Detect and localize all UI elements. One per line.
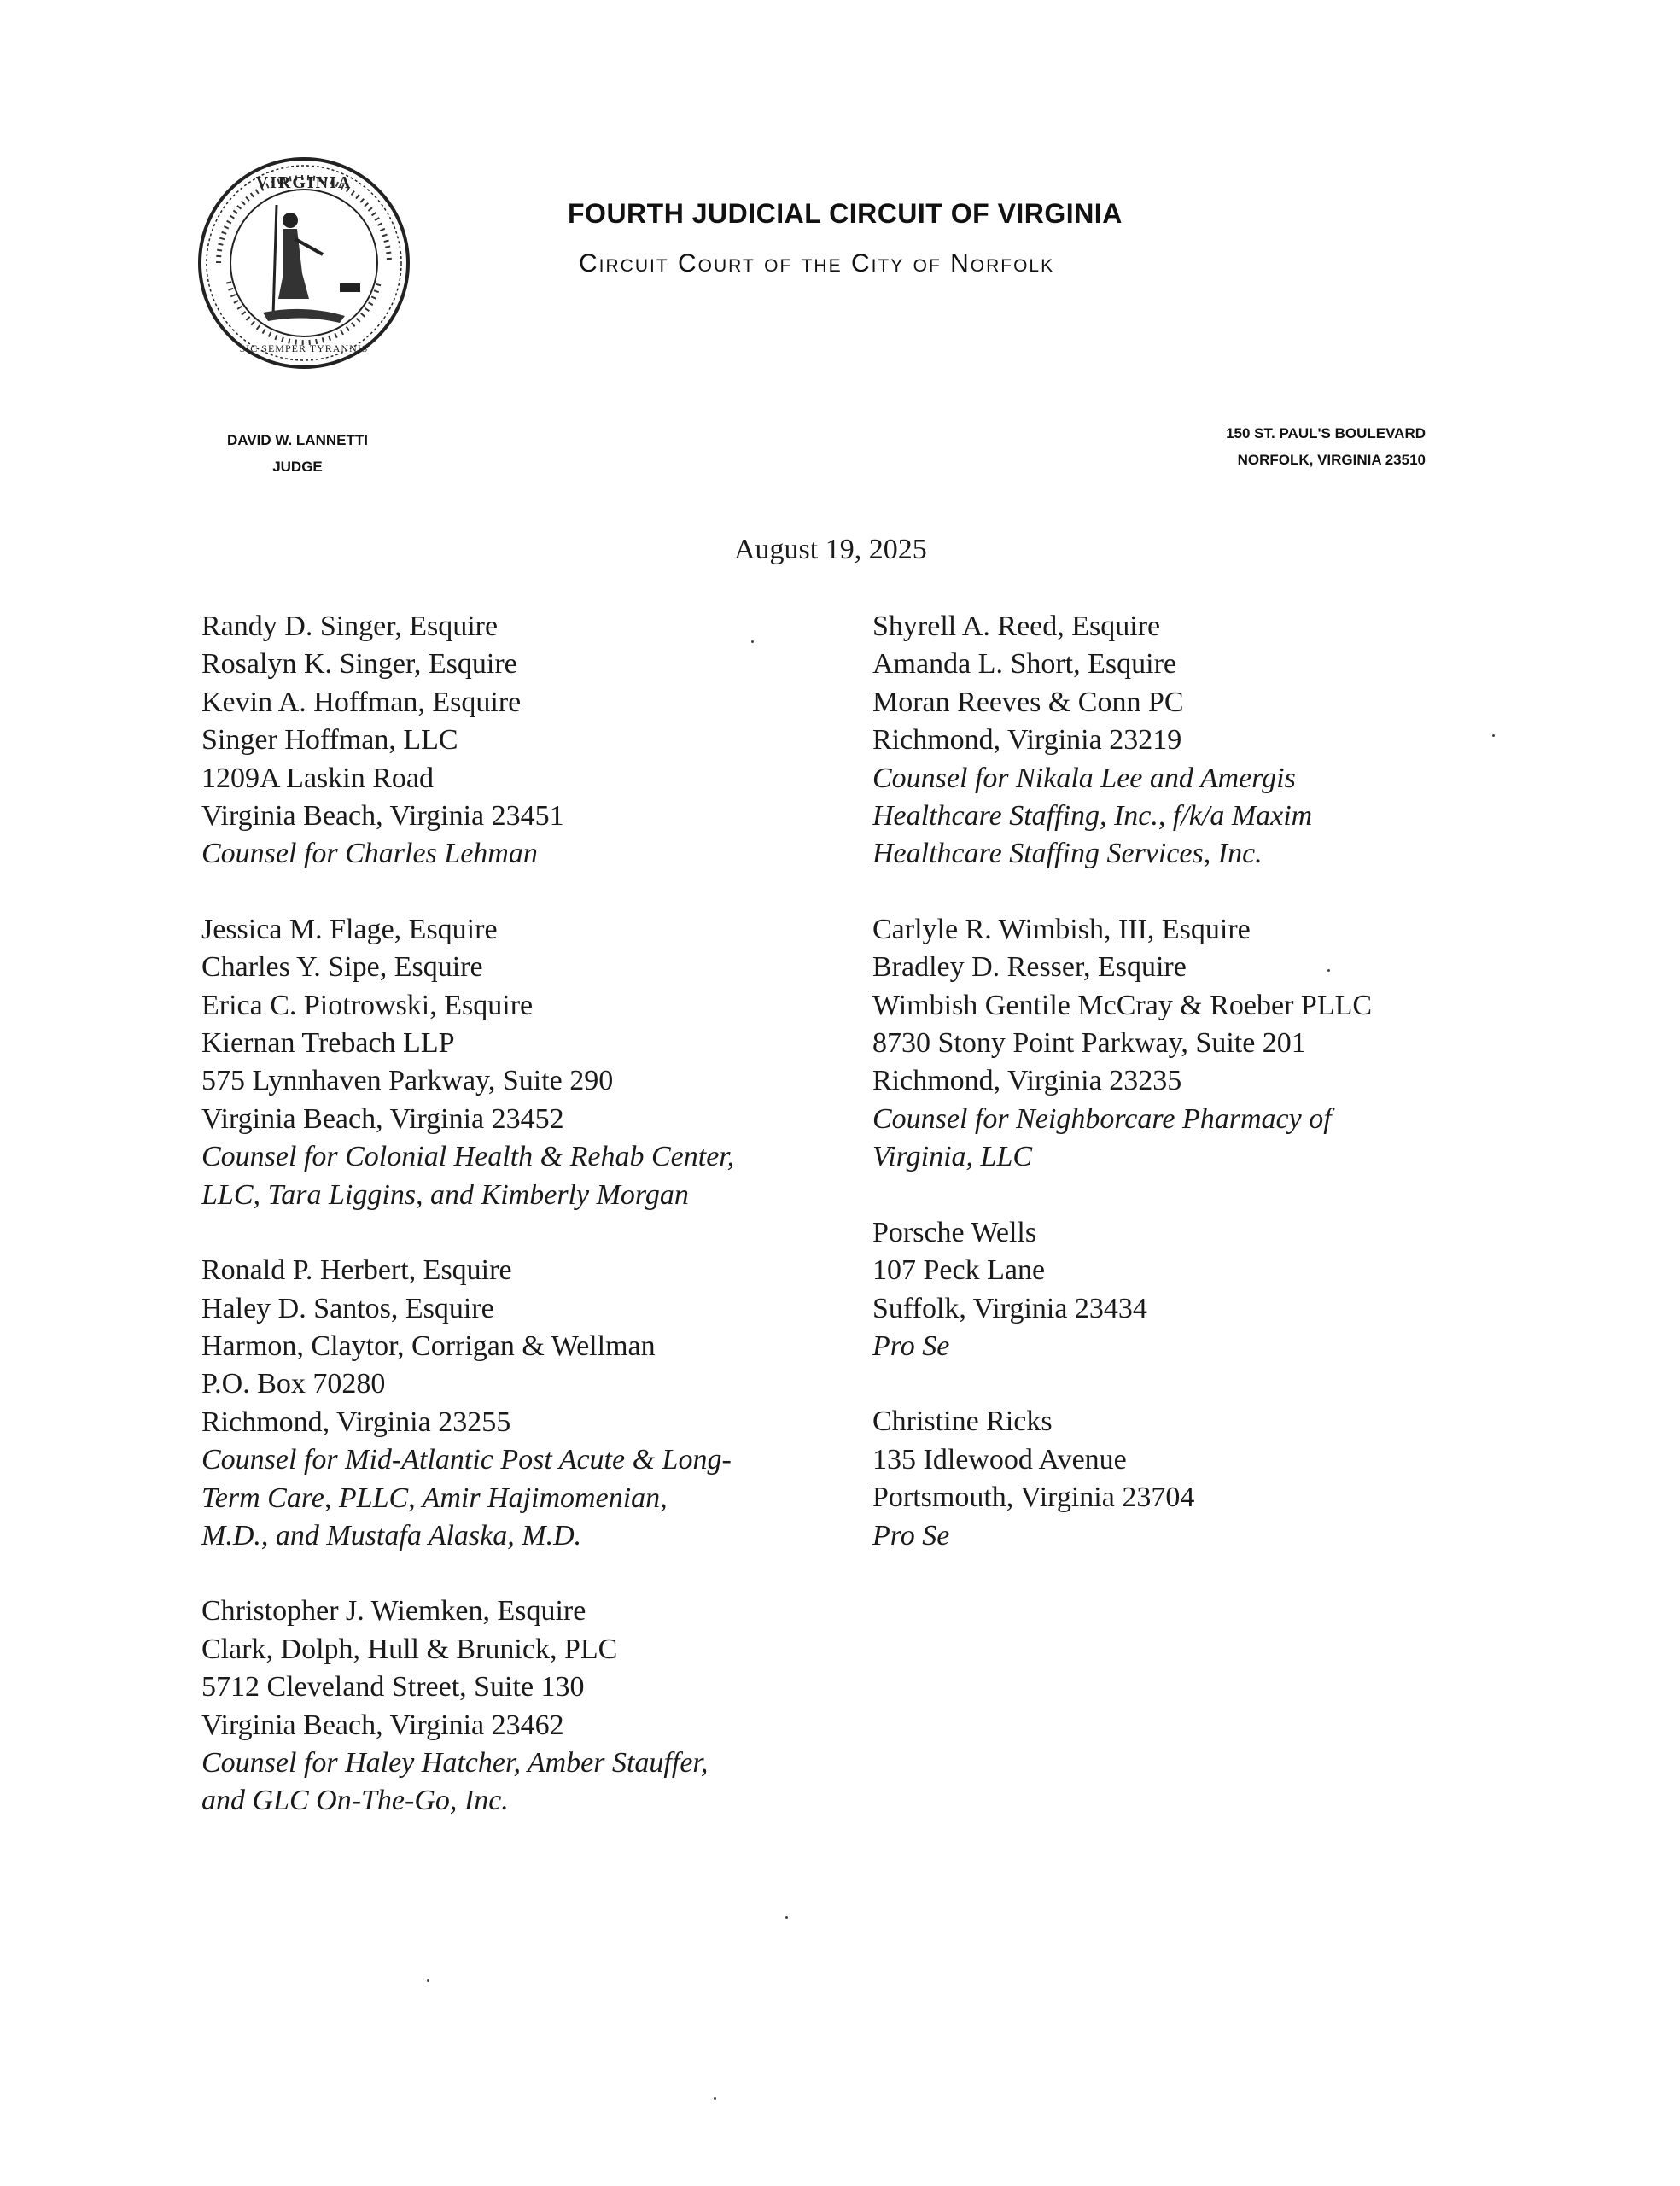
- scan-speck: [1492, 734, 1495, 737]
- recipient-line: 8730 Stony Point Parkway, Suite 201: [872, 1027, 1306, 1060]
- address-street: 150 ST. PAUL'S BOULEVARD: [1226, 425, 1426, 441]
- recipient-line: Harmon, Claytor, Corrigan & Wellman: [201, 1330, 656, 1362]
- recipient-block: [201, 608, 850, 874]
- recipient-line: Virginia Beach, Virginia 23452: [201, 1102, 564, 1135]
- counsel-for-line: Counsel for Charles Lehman: [201, 838, 538, 870]
- scan-speck: [751, 640, 754, 643]
- recipient-block: [201, 911, 850, 1214]
- recipient-line: Richmond, Virginia 23219: [872, 724, 1182, 757]
- recipient-line: Kiernan Trebach LLP: [201, 1027, 455, 1060]
- address-city: NORFOLK, VIRGINIA 23510: [1237, 452, 1426, 468]
- court-address: [1161, 420, 1426, 473]
- counsel-for-line: Healthcare Staffing Services, Inc.: [872, 838, 1263, 870]
- recipient-line: Richmond, Virginia 23235: [872, 1065, 1182, 1097]
- court-subtitle: Circuit Court of the City of Norfolk: [579, 249, 1055, 278]
- counsel-for-line: Virginia, LLC: [872, 1141, 1033, 1173]
- recipient-line: Bradley D. Resser, Esquire: [872, 951, 1187, 984]
- recipient-line: Amanda L. Short, Esquire: [872, 648, 1176, 681]
- recipient-line: Singer Hoffman, LLC: [201, 724, 458, 757]
- scan-speck: [427, 1979, 429, 1982]
- scan-speck: [785, 1916, 788, 1919]
- recipient-line: Ronald P. Herbert, Esquire: [201, 1254, 512, 1287]
- recipient-line: 107 Peck Lane: [872, 1254, 1046, 1287]
- judge-title: JUDGE: [272, 459, 323, 475]
- letter-date: August 19, 2025: [734, 534, 927, 565]
- recipient-line: Porsche Wells: [872, 1216, 1037, 1248]
- recipients-left-column: [201, 608, 850, 1858]
- recipients-right-column: [872, 608, 1521, 1593]
- recipient-line: Haley D. Santos, Esquire: [201, 1292, 494, 1324]
- counsel-for-line: Term Care, PLLC, Amir Hajimomenian,: [201, 1482, 668, 1514]
- counsel-for-line: Pro Se: [872, 1330, 950, 1362]
- counsel-for-line: Counsel for Colonial Health & Rehab Center,: [201, 1141, 735, 1173]
- scan-speck: [714, 2097, 716, 2100]
- counsel-for-line: LLC, Tara Liggins, and Kimberly Morgan: [201, 1178, 689, 1211]
- recipient-line: Virginia Beach, Virginia 23462: [201, 1709, 564, 1741]
- recipient-block: [872, 1214, 1521, 1366]
- counsel-for-line: Healthcare Staffing, Inc., f/k/a Maxim: [872, 800, 1313, 833]
- counsel-for-line: Counsel for Mid-Atlantic Post Acute & Long-: [201, 1444, 732, 1476]
- counsel-for-line: Pro Se: [872, 1519, 950, 1552]
- svg-text:VIRGINIA: VIRGINIA: [255, 173, 353, 192]
- recipient-line: Christine Ricks: [872, 1406, 1053, 1438]
- recipient-block: [872, 1403, 1521, 1555]
- recipient-block: [201, 1252, 850, 1555]
- recipient-line: Moran Reeves & Conn PC: [872, 686, 1184, 718]
- svg-text:SIC SEMPER TYRANNIS: SIC SEMPER TYRANNIS: [239, 342, 369, 354]
- recipient-line: Shyrell A. Reed, Esquire: [872, 611, 1161, 642]
- recipient-line: Erica C. Piotrowski, Esquire: [201, 989, 534, 1021]
- judge-block: [227, 427, 368, 480]
- recipient-line: Carlyle R. Wimbish, III, Esquire: [872, 913, 1251, 945]
- counsel-for-line: Counsel for Neighborcare Pharmacy of: [872, 1102, 1332, 1135]
- counsel-for-line: M.D., and Mustafa Alaska, M.D.: [201, 1519, 582, 1552]
- recipient-line: 135 Idlewood Avenue: [872, 1443, 1127, 1476]
- recipient-line: Portsmouth, Virginia 23704: [872, 1482, 1195, 1514]
- recipient-block: [201, 1593, 850, 1820]
- recipient-line: Virginia Beach, Virginia 23451: [201, 800, 564, 833]
- recipient-line: 575 Lynnhaven Parkway, Suite 290: [201, 1065, 614, 1097]
- recipient-line: Clark, Dolph, Hull & Brunick, PLC: [201, 1633, 618, 1665]
- recipient-line: Christopher J. Wiemken, Esquire: [201, 1595, 586, 1628]
- recipient-block: [872, 911, 1521, 1177]
- recipient-line: Kevin A. Hoffman, Esquire: [201, 686, 522, 718]
- recipient-line: Jessica M. Flage, Esquire: [201, 913, 498, 945]
- recipient-line: 1209A Laskin Road: [201, 762, 434, 794]
- recipient-line: Randy D. Singer, Esquire: [201, 611, 499, 642]
- judge-name: DAVID W. LANNETTI: [227, 432, 368, 448]
- counsel-for-line: Counsel for Haley Hatcher, Amber Stauffer,: [201, 1746, 709, 1779]
- recipient-line: Rosalyn K. Singer, Esquire: [201, 648, 517, 681]
- recipient-line: Richmond, Virginia 23255: [201, 1406, 511, 1438]
- counsel-for-line: Counsel for Nikala Lee and Amergis: [872, 762, 1296, 794]
- scan-speck: [1327, 969, 1330, 972]
- recipient-block: [872, 608, 1521, 874]
- recipient-line: P.O. Box 70280: [201, 1368, 386, 1400]
- court-title: FOURTH JUDICIAL CIRCUIT OF VIRGINIA: [568, 198, 1123, 229]
- counsel-for-line: and GLC On-The-Go, Inc.: [201, 1785, 509, 1817]
- recipient-line: Wimbish Gentile McCray & Roeber PLLC: [872, 989, 1373, 1021]
- recipient-line: 5712 Cleveland Street, Suite 130: [201, 1671, 585, 1704]
- recipient-line: Suffolk, Virginia 23434: [872, 1292, 1147, 1324]
- recipient-line: Charles Y. Sipe, Esquire: [201, 951, 483, 984]
- virginia-state-seal-icon: [195, 154, 413, 372]
